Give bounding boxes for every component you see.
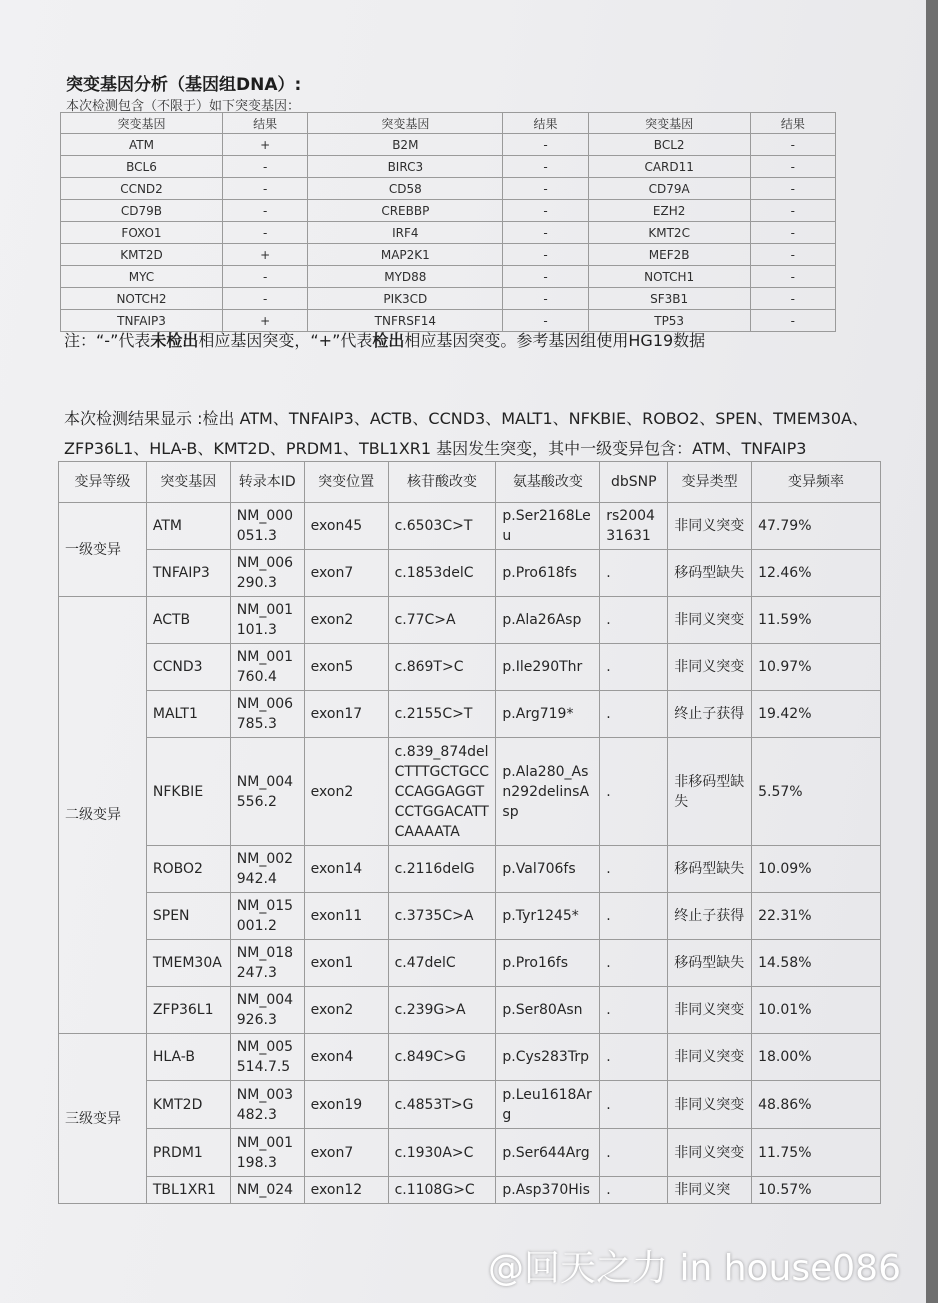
- result-cell: -: [503, 244, 588, 266]
- frequency-cell: 48.86%: [752, 1081, 881, 1129]
- table-row: [61, 244, 836, 266]
- result-cell: -: [222, 266, 307, 288]
- note-bold: 检出: [372, 331, 405, 350]
- mutation-table: [58, 461, 881, 1204]
- result-cell: -: [503, 310, 588, 332]
- gene-table-header-row: [61, 113, 836, 134]
- position-cell: exon5: [304, 644, 388, 691]
- amino-acid-cell: p.Ala26Asp: [496, 597, 600, 644]
- amino-acid-cell: p.Tyr1245*: [496, 893, 600, 940]
- frequency-cell: 47.79%: [752, 503, 881, 550]
- table-row: [59, 597, 881, 644]
- gene-cell: MYD88: [308, 266, 503, 288]
- result-cell: -: [222, 156, 307, 178]
- frequency-cell: 10.97%: [752, 644, 881, 691]
- position-cell: exon14: [304, 846, 388, 893]
- amino-acid-cell: p.Ser2168Leu: [496, 503, 600, 550]
- nucleotide-cell: c.849C>G: [388, 1034, 496, 1081]
- dbsnp-cell: .: [600, 1081, 668, 1129]
- gene-cell: MYC: [61, 266, 223, 288]
- gene-cell: TNFAIP3: [61, 310, 223, 332]
- type-cell: 终止子获得: [668, 691, 752, 738]
- table-row: [61, 266, 836, 288]
- result-cell: -: [503, 200, 588, 222]
- position-cell: exon1: [304, 940, 388, 987]
- result-cell: -: [503, 134, 588, 156]
- dbsnp-cell: .: [600, 940, 668, 987]
- result-cell: -: [503, 288, 588, 310]
- type-cell: 非同义突变: [668, 597, 752, 644]
- table-row: [59, 987, 881, 1034]
- section-title: 突变基因分析（基因组DNA）:: [66, 75, 302, 95]
- type-cell: 非同义突: [668, 1177, 752, 1204]
- result-cell: -: [222, 200, 307, 222]
- result-cell: -: [750, 134, 835, 156]
- result-cell: -: [750, 310, 835, 332]
- gene-cell: CD58: [308, 178, 503, 200]
- position-cell: exon19: [304, 1081, 388, 1129]
- result-cell: -: [503, 178, 588, 200]
- gene-cell: MEF2B: [588, 244, 750, 266]
- dbsnp-cell: .: [600, 1177, 668, 1204]
- nucleotide-cell: c.1853delC: [388, 550, 496, 597]
- header-result: 结果: [503, 113, 588, 134]
- result-cell: -: [750, 244, 835, 266]
- transcript-cell: NM_018247.3: [230, 940, 304, 987]
- note-bold: 未检出: [150, 331, 199, 350]
- frequency-cell: 18.00%: [752, 1034, 881, 1081]
- header-gene: 突变基因: [588, 113, 750, 134]
- amino-acid-cell: p.Leu1618Arg: [496, 1081, 600, 1129]
- amino-acid-cell: p.Ile290Thr: [496, 644, 600, 691]
- type-cell: 终止子获得: [668, 893, 752, 940]
- nucleotide-cell: c.6503C>T: [388, 503, 496, 550]
- table-row: [59, 1081, 881, 1129]
- table-row: [59, 644, 881, 691]
- result-cell: -: [503, 156, 588, 178]
- position-cell: exon2: [304, 597, 388, 644]
- gene-cell: ATM: [146, 503, 230, 550]
- gene-cell: ACTB: [146, 597, 230, 644]
- gene-cell: BIRC3: [308, 156, 503, 178]
- result-cell: +: [222, 134, 307, 156]
- transcript-cell: NM_001198.3: [230, 1129, 304, 1177]
- level-cell: 二级变异: [59, 597, 147, 1034]
- gene-cell: CCND2: [61, 178, 223, 200]
- gene-cell: TNFAIP3: [146, 550, 230, 597]
- dbsnp-cell: .: [600, 846, 668, 893]
- nucleotide-cell: c.2116delG: [388, 846, 496, 893]
- result-cell: +: [222, 310, 307, 332]
- result-cell: -: [750, 178, 835, 200]
- table-row: [61, 288, 836, 310]
- dbsnp-cell: .: [600, 550, 668, 597]
- gene-cell: MAP2K1: [308, 244, 503, 266]
- frequency-cell: 5.57%: [752, 738, 881, 846]
- page-edge-shadow: [926, 0, 938, 1303]
- position-cell: exon2: [304, 738, 388, 846]
- result-cell: +: [222, 244, 307, 266]
- gene-cell: HLA-B: [146, 1034, 230, 1081]
- level-cell: 一级变异: [59, 503, 147, 597]
- position-cell: exon2: [304, 987, 388, 1034]
- dbsnp-cell: .: [600, 738, 668, 846]
- frequency-cell: 11.75%: [752, 1129, 881, 1177]
- transcript-cell: NM_004556.2: [230, 738, 304, 846]
- amino-acid-cell: p.Val706fs: [496, 846, 600, 893]
- header-level: 变异等级: [59, 462, 147, 503]
- table-row: [59, 893, 881, 940]
- nucleotide-cell: c.869T>C: [388, 644, 496, 691]
- gene-cell: CCND3: [146, 644, 230, 691]
- frequency-cell: 10.09%: [752, 846, 881, 893]
- gene-cell: ATM: [61, 134, 223, 156]
- dbsnp-cell: .: [600, 1034, 668, 1081]
- table-row: [59, 1129, 881, 1177]
- type-cell: 非移码型缺失: [668, 738, 752, 846]
- result-summary: 本次检测结果显示 :检出 ATM、TNFAIP3、ACTB、CCND3、MALT1、NFKBIE、ROBO2、SPEN、TMEM30A、ZFP36L1、HLA-B、KMT2D、PRDM1、TBL1XR1 基因发生突变，其中一级变异包含：ATM、TNFAIP3: [64, 409, 868, 458]
- gene-cell: MALT1: [146, 691, 230, 738]
- watermark: @回天之力 in house086: [488, 1248, 901, 1289]
- gene-cell: ZFP36L1: [146, 987, 230, 1034]
- mutation-table-header-row: [59, 462, 881, 503]
- gene-cell: EZH2: [588, 200, 750, 222]
- type-cell: 非同义突变: [668, 1034, 752, 1081]
- dbsnp-cell: .: [600, 644, 668, 691]
- amino-acid-cell: p.Asp370His: [496, 1177, 600, 1204]
- gene-panel-table: [60, 112, 836, 332]
- legend-note: [64, 328, 705, 351]
- header-gene: 突变基因: [61, 113, 223, 134]
- header-transcript: 转录本ID: [230, 462, 304, 503]
- frequency-cell: 12.46%: [752, 550, 881, 597]
- nucleotide-cell: c.1108G>C: [388, 1177, 496, 1204]
- table-row: [61, 222, 836, 244]
- gene-cell: IRF4: [308, 222, 503, 244]
- frequency-cell: 10.01%: [752, 987, 881, 1034]
- position-cell: exon11: [304, 893, 388, 940]
- table-row: [59, 738, 881, 846]
- table-row: [61, 156, 836, 178]
- type-cell: 非同义突变: [668, 503, 752, 550]
- gene-cell: TP53: [588, 310, 750, 332]
- note-text: 相应基因突变。参考基因组使用HG19数据: [404, 331, 706, 350]
- table-row: [59, 1177, 881, 1204]
- table-row: [61, 200, 836, 222]
- gene-cell: CARD11: [588, 156, 750, 178]
- gene-cell: PIK3CD: [308, 288, 503, 310]
- result-cell: -: [750, 266, 835, 288]
- result-cell: -: [750, 156, 835, 178]
- table-row: [59, 1034, 881, 1081]
- type-cell: 非同义突变: [668, 1081, 752, 1129]
- transcript-cell: NM_001101.3: [230, 597, 304, 644]
- result-cell: -: [222, 222, 307, 244]
- transcript-cell: NM_003482.3: [230, 1081, 304, 1129]
- header-amino-acid: 氨基酸改变: [496, 462, 600, 503]
- frequency-cell: 11.59%: [752, 597, 881, 644]
- amino-acid-cell: p.Ser644Arg: [496, 1129, 600, 1177]
- type-cell: 移码型缺失: [668, 550, 752, 597]
- section-subtitle: 本次检测包含（不限于）如下突变基因：: [66, 99, 301, 114]
- nucleotide-cell: c.4853T>G: [388, 1081, 496, 1129]
- dbsnp-cell: .: [600, 597, 668, 644]
- gene-cell: BCL2: [588, 134, 750, 156]
- result-cell: -: [222, 178, 307, 200]
- frequency-cell: 19.42%: [752, 691, 881, 738]
- header-result: 结果: [222, 113, 307, 134]
- type-cell: 非同义突变: [668, 1129, 752, 1177]
- nucleotide-cell: c.2155C>T: [388, 691, 496, 738]
- frequency-cell: 14.58%: [752, 940, 881, 987]
- gene-cell: KMT2C: [588, 222, 750, 244]
- amino-acid-cell: p.Arg719*: [496, 691, 600, 738]
- gene-cell: FOXO1: [61, 222, 223, 244]
- gene-cell: PRDM1: [146, 1129, 230, 1177]
- position-cell: exon17: [304, 691, 388, 738]
- nucleotide-cell: c.239G>A: [388, 987, 496, 1034]
- gene-cell: ROBO2: [146, 846, 230, 893]
- transcript-cell: NM_006785.3: [230, 691, 304, 738]
- result-cell: -: [503, 222, 588, 244]
- header-result: 结果: [750, 113, 835, 134]
- gene-cell: KMT2D: [61, 244, 223, 266]
- dbsnp-cell: .: [600, 893, 668, 940]
- table-row: [61, 178, 836, 200]
- gene-cell: TBL1XR1: [146, 1177, 230, 1204]
- gene-cell: KMT2D: [146, 1081, 230, 1129]
- position-cell: exon7: [304, 1129, 388, 1177]
- dbsnp-cell: .: [600, 1129, 668, 1177]
- gene-cell: NFKBIE: [146, 738, 230, 846]
- level-cell: 三级变异: [59, 1034, 147, 1204]
- header-gene: 突变基因: [308, 113, 503, 134]
- amino-acid-cell: p.Cys283Trp: [496, 1034, 600, 1081]
- position-cell: exon4: [304, 1034, 388, 1081]
- table-row: [61, 134, 836, 156]
- gene-cell: NOTCH2: [61, 288, 223, 310]
- type-cell: 移码型缺失: [668, 940, 752, 987]
- amino-acid-cell: p.Ser80Asn: [496, 987, 600, 1034]
- gene-cell: TMEM30A: [146, 940, 230, 987]
- gene-cell: NOTCH1: [588, 266, 750, 288]
- type-cell: 非同义突变: [668, 644, 752, 691]
- transcript-cell: NM_015001.2: [230, 893, 304, 940]
- header-gene: 突变基因: [146, 462, 230, 503]
- gene-cell: CREBBP: [308, 200, 503, 222]
- transcript-cell: NM_001760.4: [230, 644, 304, 691]
- result-cell: -: [503, 266, 588, 288]
- header-frequency: 变异频率: [752, 462, 881, 503]
- header-dbsnp: dbSNP: [600, 462, 668, 503]
- nucleotide-cell: c.1930A>C: [388, 1129, 496, 1177]
- table-row: [59, 940, 881, 987]
- dbsnp-cell: .: [600, 691, 668, 738]
- gene-cell: CD79A: [588, 178, 750, 200]
- nucleotide-cell: c.3735C>A: [388, 893, 496, 940]
- header-nucleotide: 核苷酸改变: [388, 462, 496, 503]
- table-row: [59, 691, 881, 738]
- result-cell: -: [750, 288, 835, 310]
- amino-acid-cell: p.Pro16fs: [496, 940, 600, 987]
- gene-cell: CD79B: [61, 200, 223, 222]
- gene-cell: SPEN: [146, 893, 230, 940]
- amino-acid-cell: p.Ala280_Asn292delinsAsp: [496, 738, 600, 846]
- frequency-cell: 22.31%: [752, 893, 881, 940]
- nucleotide-cell: c.839_874delCTTTGCTGCCCCAGGAGGTCCTGGACATTCAAAATA: [388, 738, 496, 846]
- type-cell: 非同义突变: [668, 987, 752, 1034]
- gene-cell: TNFRSF14: [308, 310, 503, 332]
- result-cell: -: [750, 200, 835, 222]
- transcript-cell: NM_004926.3: [230, 987, 304, 1034]
- nucleotide-cell: c.77C>A: [388, 597, 496, 644]
- dbsnp-cell: rs200431631: [600, 503, 668, 550]
- transcript-cell: NM_002942.4: [230, 846, 304, 893]
- result-cell: -: [750, 222, 835, 244]
- transcript-cell: NM_024: [230, 1177, 304, 1204]
- header-type: 变异类型: [668, 462, 752, 503]
- table-row: [59, 550, 881, 597]
- note-text: 注：“-”代表: [64, 331, 151, 350]
- table-row: [59, 846, 881, 893]
- position-cell: exon7: [304, 550, 388, 597]
- note-text: 相应基因突变，“+”代表: [198, 331, 373, 350]
- table-row: [59, 503, 881, 550]
- gene-cell: BCL6: [61, 156, 223, 178]
- transcript-cell: NM_006290.3: [230, 550, 304, 597]
- position-cell: exon12: [304, 1177, 388, 1204]
- dbsnp-cell: .: [600, 987, 668, 1034]
- position-cell: exon45: [304, 503, 388, 550]
- transcript-cell: NM_005514.7.5: [230, 1034, 304, 1081]
- type-cell: 移码型缺失: [668, 846, 752, 893]
- transcript-cell: NM_000051.3: [230, 503, 304, 550]
- gene-cell: SF3B1: [588, 288, 750, 310]
- gene-cell: B2M: [308, 134, 503, 156]
- frequency-cell: 10.57%: [752, 1177, 881, 1204]
- amino-acid-cell: p.Pro618fs: [496, 550, 600, 597]
- result-cell: -: [222, 288, 307, 310]
- header-position: 突变位置: [304, 462, 388, 503]
- nucleotide-cell: c.47delC: [388, 940, 496, 987]
